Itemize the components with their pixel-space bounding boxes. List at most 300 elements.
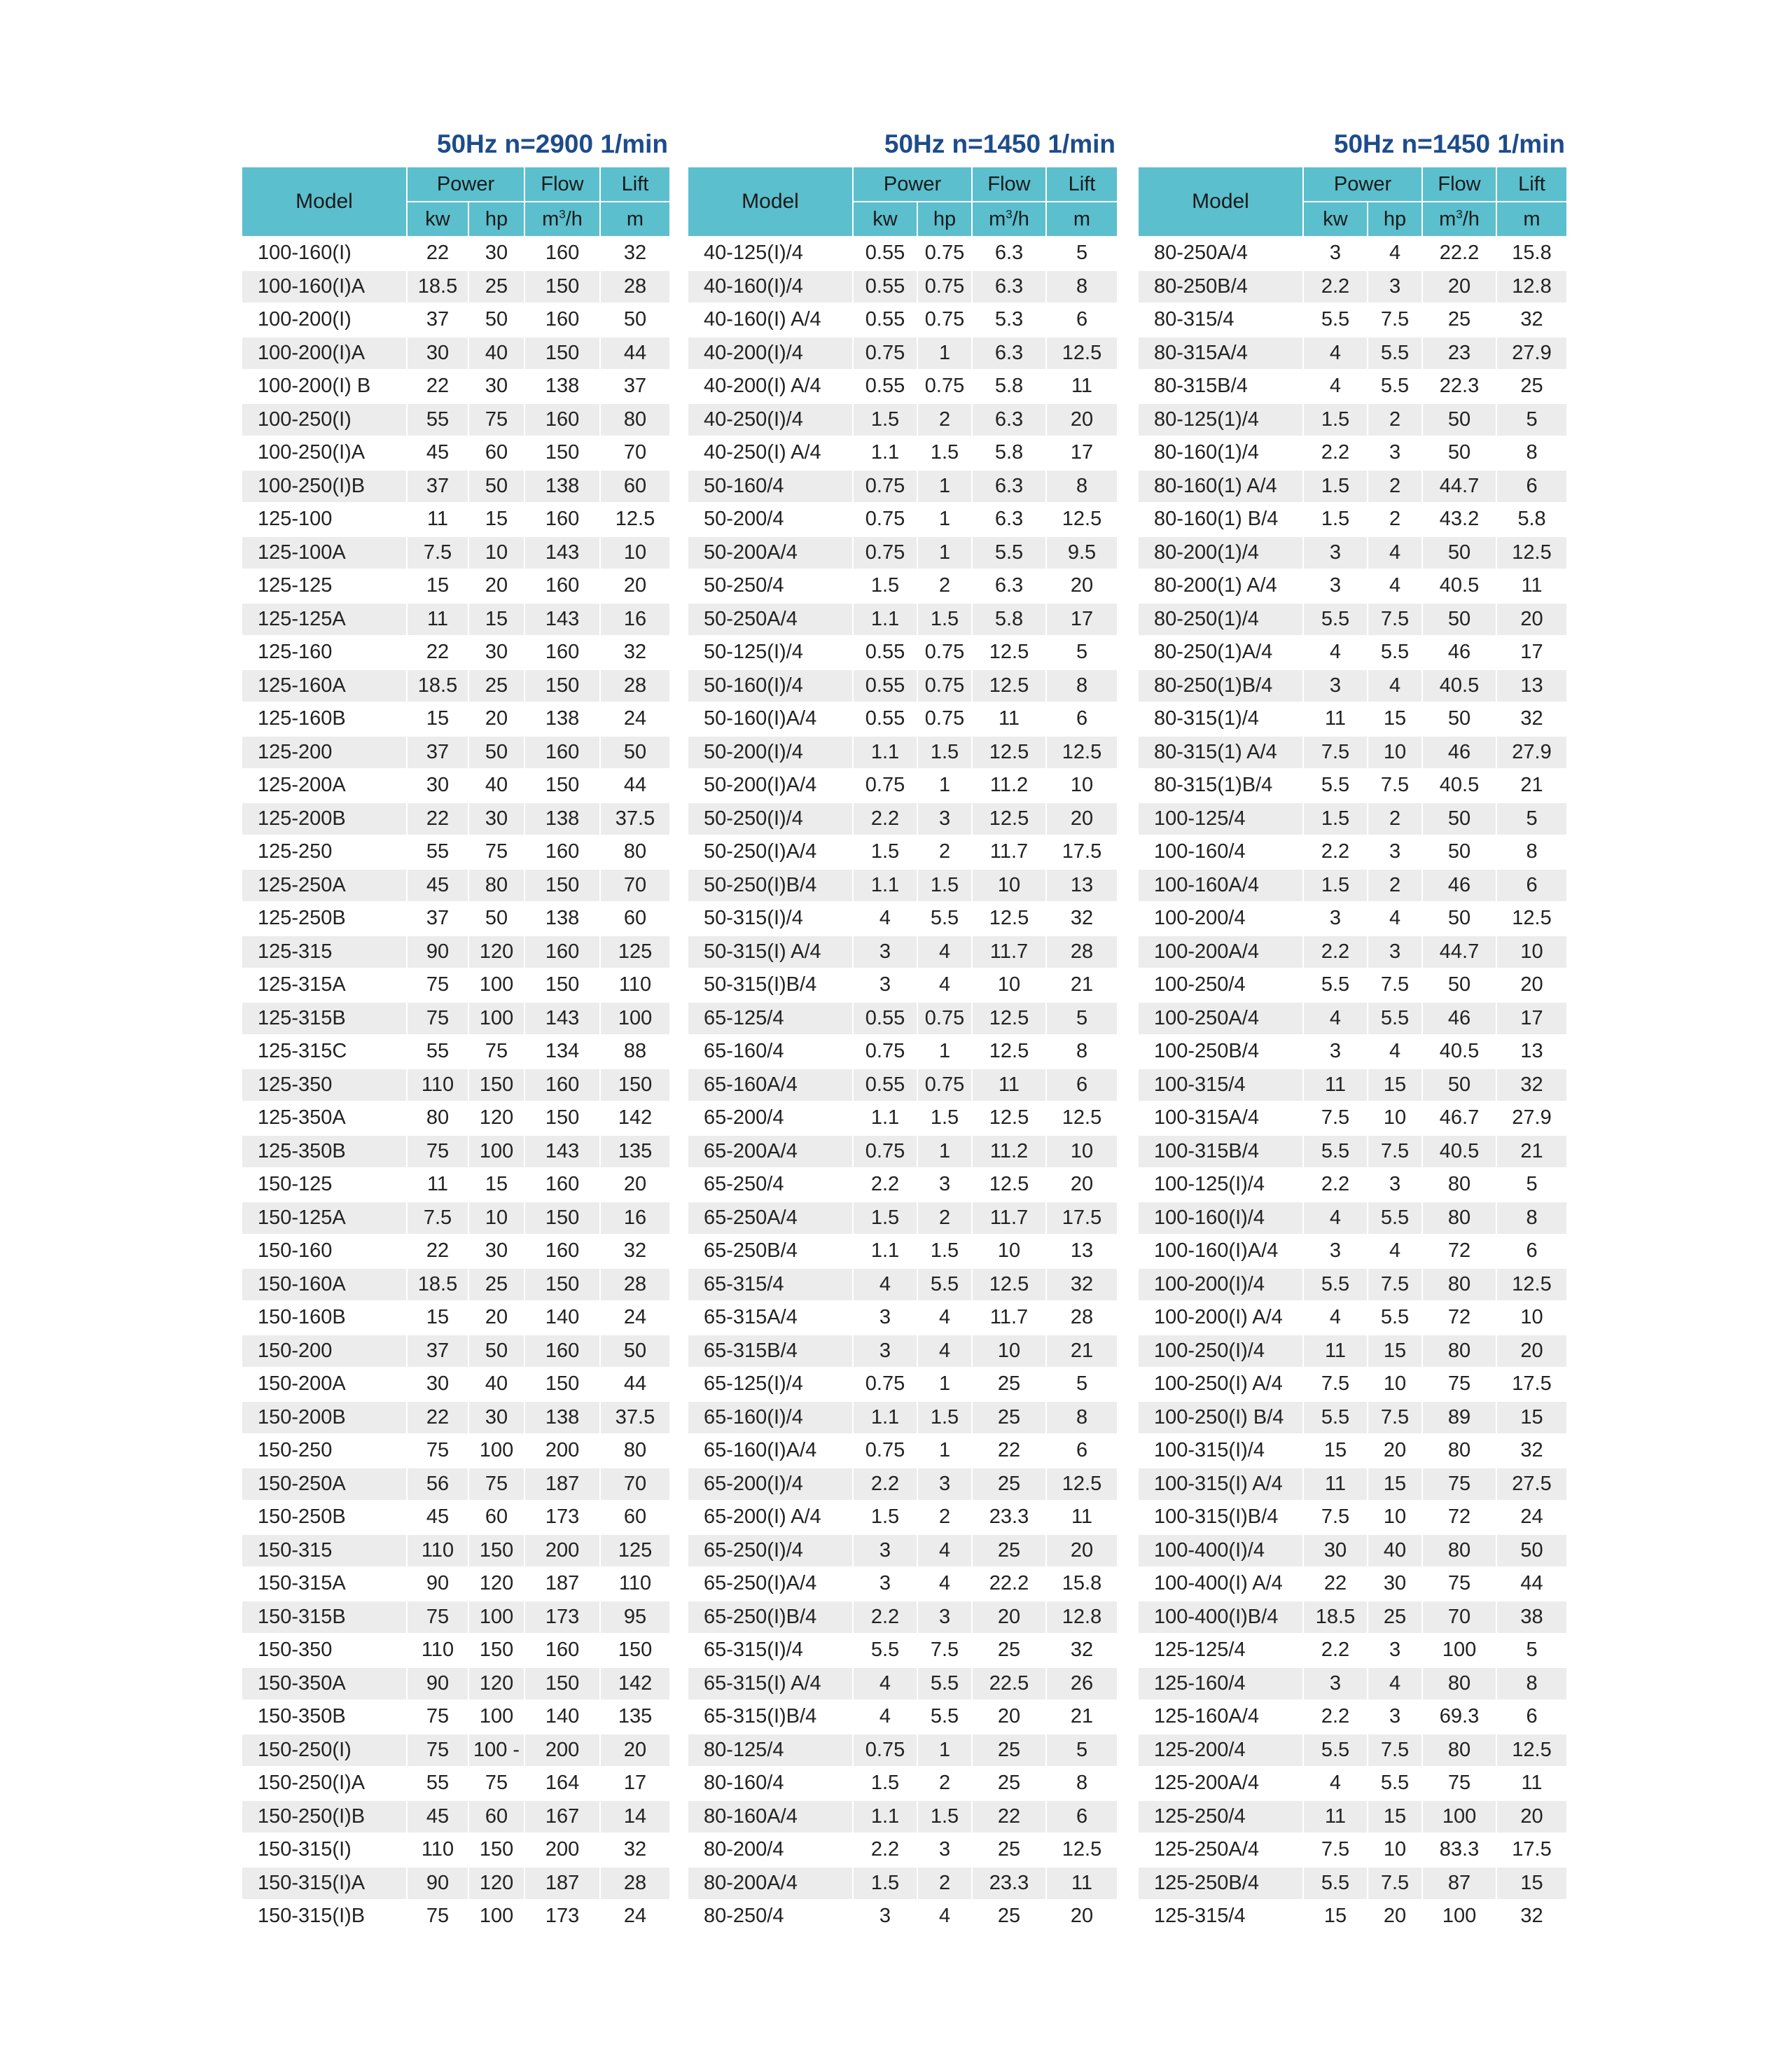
cell-flow: 80 xyxy=(1422,1268,1496,1302)
cell-hp: 15 xyxy=(1368,1335,1422,1368)
cell-flow: 143 xyxy=(524,536,600,570)
table-row xyxy=(1138,569,1567,603)
table-row xyxy=(242,936,670,969)
cell-kw: 75 xyxy=(407,1135,468,1169)
table-row xyxy=(1138,1434,1567,1468)
cell-model: 65-160A/4 xyxy=(688,1069,853,1102)
cell-model: 65-250/4 xyxy=(688,1168,853,1202)
cell-model: 40-160(I)/4 xyxy=(688,270,853,304)
table-row xyxy=(1138,1202,1567,1235)
cell-kw: 3 xyxy=(853,1900,917,1933)
cell-model: 100-250B/4 xyxy=(1138,1035,1303,1069)
cell-model: 125-160/4 xyxy=(1138,1667,1303,1701)
cell-kw: 3 xyxy=(853,968,917,1002)
cell-kw: 37 xyxy=(407,470,468,503)
cell-lift: 8 xyxy=(1046,270,1118,304)
cell-model: 125-160 xyxy=(242,636,407,669)
cell-model: 150-125A xyxy=(242,1202,407,1235)
table-row xyxy=(1138,1534,1567,1568)
cell-lift: 50 xyxy=(600,1335,670,1368)
cell-flow: 167 xyxy=(524,1800,600,1834)
cell-hp: 1.5 xyxy=(917,436,972,470)
cell-hp: 1.5 xyxy=(917,1800,972,1834)
cell-flow: 40.5 xyxy=(1422,769,1496,802)
cell-flow: 138 xyxy=(524,802,600,836)
table-row xyxy=(1138,1867,1567,1900)
table-row xyxy=(688,702,1118,736)
header-unit-kw: kw xyxy=(407,202,468,237)
cell-hp: 20 xyxy=(468,569,524,603)
cell-lift: 32 xyxy=(1496,1069,1567,1102)
table-row xyxy=(1138,1900,1567,1933)
cell-kw: 5.5 xyxy=(1303,1268,1368,1302)
cell-lift: 70 xyxy=(600,436,670,470)
cell-lift: 17.5 xyxy=(1496,1368,1567,1401)
table-row xyxy=(242,1401,670,1435)
cell-model: 80-125/4 xyxy=(688,1734,853,1767)
cell-model: 80-250A/4 xyxy=(1138,237,1303,270)
cell-flow: 100 xyxy=(1422,1900,1496,1933)
cell-flow: 25 xyxy=(972,1833,1046,1867)
cell-kw: 1.1 xyxy=(853,1235,917,1268)
cell-hp: 15 xyxy=(1368,1468,1422,1501)
cell-kw: 30 xyxy=(407,769,468,802)
cell-flow: 6.3 xyxy=(972,403,1046,437)
cell-kw: 90 xyxy=(407,936,468,969)
table-row xyxy=(1138,1168,1567,1202)
cell-hp: 4 xyxy=(917,1567,972,1601)
cell-flow: 40.5 xyxy=(1422,569,1496,603)
cell-model: 65-315A/4 xyxy=(688,1301,853,1335)
cell-flow: 20 xyxy=(972,1601,1046,1634)
cell-kw: 0.55 xyxy=(853,702,917,736)
cell-model: 40-250(I) A/4 xyxy=(688,436,853,470)
table-row xyxy=(688,1634,1118,1667)
cell-lift: 27.5 xyxy=(1496,1468,1567,1501)
cell-hp: 7.5 xyxy=(1368,1867,1422,1900)
table-row xyxy=(688,303,1118,337)
cell-hp: 4 xyxy=(917,1335,972,1368)
cell-lift: 6 xyxy=(1046,1434,1118,1468)
cell-lift: 12.8 xyxy=(1496,270,1567,304)
cell-kw: 110 xyxy=(407,1069,468,1102)
cell-model: 50-200(I)/4 xyxy=(688,736,853,770)
cell-flow: 25 xyxy=(972,1767,1046,1800)
cell-flow: 50 xyxy=(1422,968,1496,1002)
cell-hp: 100 xyxy=(468,1135,524,1169)
cell-model: 80-250(1)B/4 xyxy=(1138,669,1303,703)
cell-lift: 12.8 xyxy=(1046,1601,1118,1634)
cell-lift: 6 xyxy=(1496,1235,1567,1268)
pump-spec-table xyxy=(1137,166,1568,1934)
cell-model: 125-100 xyxy=(242,503,407,536)
cell-kw: 3 xyxy=(1303,237,1368,270)
cell-hp: 30 xyxy=(468,237,524,270)
cell-lift: 13 xyxy=(1046,869,1118,903)
cell-lift: 6 xyxy=(1046,702,1118,736)
cell-kw: 7.5 xyxy=(1303,736,1368,770)
cell-hp: 75 xyxy=(468,1468,524,1501)
cell-flow: 89 xyxy=(1422,1401,1496,1435)
cell-lift: 20 xyxy=(1496,603,1567,637)
cell-kw: 3 xyxy=(1303,536,1368,570)
cell-lift: 27.9 xyxy=(1496,337,1567,370)
cell-flow: 50 xyxy=(1422,403,1496,437)
table-row xyxy=(1138,1700,1567,1734)
cell-kw: 11 xyxy=(407,603,468,637)
cell-lift: 21 xyxy=(1046,1335,1118,1368)
cell-flow: 6.3 xyxy=(972,503,1046,536)
cell-hp: 1.5 xyxy=(917,603,972,637)
cell-flow: 160 xyxy=(524,1069,600,1102)
cell-flow: 160 xyxy=(524,1235,600,1268)
cell-model: 80-125(1)/4 xyxy=(1138,403,1303,437)
cell-hp: 25 xyxy=(468,669,524,703)
cell-lift: 20 xyxy=(600,1734,670,1767)
cell-lift: 21 xyxy=(1046,968,1118,1002)
cell-model: 100-250A/4 xyxy=(1138,1002,1303,1036)
cell-model: 100-160(I)A/4 xyxy=(1138,1235,1303,1268)
cell-hp: 40 xyxy=(468,1368,524,1401)
cell-model: 150-200B xyxy=(242,1401,407,1435)
cell-hp: 7.5 xyxy=(1368,1401,1422,1435)
cell-model: 125-350 xyxy=(242,1069,407,1102)
cell-kw: 37 xyxy=(407,303,468,337)
cell-hp: 150 xyxy=(468,1634,524,1667)
cell-model: 40-125(I)/4 xyxy=(688,237,853,270)
cell-hp: 7.5 xyxy=(1368,1734,1422,1767)
cell-model: 150-315A xyxy=(242,1567,407,1601)
table-row xyxy=(688,1268,1118,1302)
cell-model: 50-200/4 xyxy=(688,503,853,536)
cell-kw: 56 xyxy=(407,1468,468,1501)
cell-hp: 5.5 xyxy=(1368,636,1422,669)
cell-flow: 46 xyxy=(1422,869,1496,903)
flow-unit-sup: 3 xyxy=(1456,207,1463,221)
cell-hp: 3 xyxy=(1368,1700,1422,1734)
cell-kw: 45 xyxy=(407,869,468,903)
table-row xyxy=(1138,1101,1567,1135)
table-row xyxy=(688,769,1118,802)
cell-model: 100-160(I)/4 xyxy=(1138,1202,1303,1235)
table-row xyxy=(688,1135,1118,1169)
cell-hp: 1.5 xyxy=(917,1235,972,1268)
cell-hp: 50 xyxy=(468,303,524,337)
cell-flow: 6.3 xyxy=(972,237,1046,270)
table-row xyxy=(242,1700,670,1734)
table-row xyxy=(242,1301,670,1335)
table-row xyxy=(688,536,1118,570)
table-row xyxy=(688,802,1118,836)
cell-lift: 12.5 xyxy=(1496,902,1567,936)
cell-kw: 5.5 xyxy=(1303,1734,1368,1767)
cell-hp: 40 xyxy=(468,337,524,370)
cell-lift: 27.9 xyxy=(1496,1101,1567,1135)
cell-flow: 11.2 xyxy=(972,1135,1046,1169)
cell-kw: 4 xyxy=(1303,1202,1368,1235)
spec-table-block-3 xyxy=(1137,127,1566,1934)
cell-kw: 4 xyxy=(1303,337,1368,370)
cell-flow: 25 xyxy=(972,1734,1046,1767)
cell-flow: 46 xyxy=(1422,1002,1496,1036)
cell-hp: 50 xyxy=(468,470,524,503)
table-row xyxy=(688,1567,1118,1601)
header-flow: Flow xyxy=(524,167,600,202)
cell-kw: 0.75 xyxy=(853,470,917,503)
cell-hp: 75 xyxy=(468,1035,524,1069)
cell-lift: 10 xyxy=(1046,1135,1118,1169)
table-row xyxy=(688,1867,1118,1900)
table-row xyxy=(688,1833,1118,1867)
cell-flow: 40.5 xyxy=(1422,1135,1496,1169)
table-row xyxy=(688,936,1118,969)
cell-kw: 0.75 xyxy=(853,1434,917,1468)
cell-lift: 60 xyxy=(600,470,670,503)
cell-lift: 32 xyxy=(1046,1634,1118,1667)
cell-kw: 22 xyxy=(407,237,468,270)
cell-hp: 20 xyxy=(468,702,524,736)
cell-hp: 60 xyxy=(468,436,524,470)
cell-model: 150-350B xyxy=(242,1700,407,1734)
table-row xyxy=(242,237,670,270)
cell-flow: 12.5 xyxy=(972,1268,1046,1302)
cell-model: 100-160(I)A xyxy=(242,270,407,304)
cell-flow: 10 xyxy=(972,1235,1046,1268)
cell-lift: 12.5 xyxy=(1046,1468,1118,1501)
cell-model: 125-350B xyxy=(242,1135,407,1169)
cell-model: 80-315(1)/4 xyxy=(1138,702,1303,736)
cell-hp: 4 xyxy=(917,1534,972,1568)
cell-hp: 25 xyxy=(1368,1601,1422,1634)
cell-hp: 1 xyxy=(917,470,972,503)
table-row xyxy=(688,1734,1118,1767)
cell-model: 40-200(I)/4 xyxy=(688,337,853,370)
cell-flow: 75 xyxy=(1422,1767,1496,1800)
cell-hp: 100 - xyxy=(468,1734,524,1767)
header-model: Model xyxy=(1138,167,1303,237)
cell-flow: 138 xyxy=(524,702,600,736)
cell-flow: 22.5 xyxy=(972,1667,1046,1701)
table-row xyxy=(242,1833,670,1867)
cell-model: 150-250 xyxy=(242,1434,407,1468)
cell-hp: 2 xyxy=(917,1202,972,1235)
cell-model: 125-250B xyxy=(242,902,407,936)
cell-hp: 15 xyxy=(1368,702,1422,736)
cell-flow: 138 xyxy=(524,1401,600,1435)
cell-hp: 2 xyxy=(917,1867,972,1900)
cell-kw: 4 xyxy=(1303,636,1368,669)
cell-lift: 8 xyxy=(1046,1035,1118,1069)
cell-model: 150-315 xyxy=(242,1534,407,1568)
cell-hp: 5.5 xyxy=(1368,1767,1422,1800)
cell-flow: 22.3 xyxy=(1422,370,1496,403)
table-row xyxy=(1138,869,1567,903)
cell-kw: 55 xyxy=(407,835,468,869)
flow-unit-base: m xyxy=(542,207,559,230)
cell-lift: 8 xyxy=(1046,470,1118,503)
cell-flow: 50 xyxy=(1422,603,1496,637)
cell-flow: 160 xyxy=(524,403,600,437)
cell-lift: 12.5 xyxy=(1046,337,1118,370)
table-row xyxy=(242,303,670,337)
cell-lift: 135 xyxy=(600,1135,670,1169)
cell-lift: 5 xyxy=(1046,1734,1118,1767)
pump-spec-table xyxy=(687,166,1118,1934)
table-row xyxy=(688,1368,1118,1401)
table-row xyxy=(242,1002,670,1036)
cell-lift: 88 xyxy=(600,1035,670,1069)
header-unit-hp: hp xyxy=(1368,202,1422,237)
cell-kw: 0.55 xyxy=(853,303,917,337)
table-row xyxy=(688,1767,1118,1800)
cell-flow: 72 xyxy=(1422,1235,1496,1268)
cell-lift: 70 xyxy=(600,1468,670,1501)
cell-lift: 15 xyxy=(1496,1401,1567,1435)
cell-lift: 17 xyxy=(600,1767,670,1800)
cell-kw: 3 xyxy=(853,1301,917,1335)
cell-lift: 37.5 xyxy=(600,1401,670,1435)
cell-model: 65-315B/4 xyxy=(688,1335,853,1368)
cell-lift: 21 xyxy=(1046,1700,1118,1734)
table-row xyxy=(242,1534,670,1568)
cell-flow: 173 xyxy=(524,1601,600,1634)
table-row xyxy=(242,403,670,437)
cell-model: 125-200A xyxy=(242,769,407,802)
cell-kw: 110 xyxy=(407,1534,468,1568)
cell-kw: 3 xyxy=(853,1335,917,1368)
header-flow: Flow xyxy=(1422,167,1496,202)
header-unit-lift: m xyxy=(1496,202,1567,237)
cell-flow: 50 xyxy=(1422,802,1496,836)
table-row xyxy=(688,1601,1118,1634)
cell-kw: 37 xyxy=(407,736,468,770)
table-row xyxy=(1138,736,1567,770)
table-row xyxy=(242,1900,670,1933)
table-row xyxy=(242,1335,670,1368)
cell-kw: 3 xyxy=(853,1567,917,1601)
table-row xyxy=(1138,1833,1567,1867)
cell-hp: 0.75 xyxy=(917,1069,972,1102)
table-row xyxy=(688,1301,1118,1335)
cell-kw: 0.55 xyxy=(853,237,917,270)
table-row xyxy=(1138,1301,1567,1335)
cell-model: 100-250/4 xyxy=(1138,968,1303,1002)
cell-hp: 100 xyxy=(468,1002,524,1036)
cell-model: 100-315/4 xyxy=(1138,1069,1303,1102)
cell-model: 125-350A xyxy=(242,1101,407,1135)
cell-hp: 150 xyxy=(468,1833,524,1867)
cell-lift: 44 xyxy=(600,1368,670,1401)
table-row xyxy=(1138,1667,1567,1701)
cell-kw: 110 xyxy=(407,1833,468,1867)
table-row xyxy=(1138,403,1567,437)
cell-lift: 32 xyxy=(600,1833,670,1867)
cell-hp: 0.75 xyxy=(917,303,972,337)
cell-hp: 2 xyxy=(917,1501,972,1534)
cell-kw: 45 xyxy=(407,436,468,470)
cell-model: 150-315(I)B xyxy=(242,1900,407,1933)
cell-model: 150-250(I)A xyxy=(242,1767,407,1800)
cell-model: 65-250(I)B/4 xyxy=(688,1601,853,1634)
cell-lift: 17 xyxy=(1046,436,1118,470)
cell-flow: 46 xyxy=(1422,636,1496,669)
cell-lift: 13 xyxy=(1496,1035,1567,1069)
cell-kw: 1.5 xyxy=(853,1867,917,1900)
table-row xyxy=(1138,1069,1567,1102)
cell-hp: 100 xyxy=(468,1434,524,1468)
cell-lift: 9.5 xyxy=(1046,536,1118,570)
table-row xyxy=(1138,237,1567,270)
cell-kw: 75 xyxy=(407,1002,468,1036)
cell-lift: 32 xyxy=(1496,303,1567,337)
cell-hp: 30 xyxy=(468,802,524,836)
cell-flow: 140 xyxy=(524,1301,600,1335)
cell-model: 100-250(I) A/4 xyxy=(1138,1368,1303,1401)
cell-kw: 4 xyxy=(853,1667,917,1701)
cell-lift: 20 xyxy=(1046,1534,1118,1568)
cell-flow: 25 xyxy=(972,1900,1046,1933)
table-row xyxy=(688,1002,1118,1036)
cell-flow: 80 xyxy=(1422,1434,1496,1468)
cell-lift: 50 xyxy=(600,736,670,770)
cell-kw: 0.75 xyxy=(853,503,917,536)
cell-model: 50-250/4 xyxy=(688,569,853,603)
cell-hp: 3 xyxy=(1368,835,1422,869)
cell-kw: 1.5 xyxy=(853,1202,917,1235)
cell-hp: 7.5 xyxy=(1368,603,1422,637)
cell-kw: 3 xyxy=(1303,569,1368,603)
cell-hp: 10 xyxy=(468,536,524,570)
table-row xyxy=(1138,337,1567,370)
cell-hp: 100 xyxy=(468,968,524,1002)
cell-flow: 22.2 xyxy=(972,1567,1046,1601)
cell-hp: 50 xyxy=(468,1335,524,1368)
cell-kw: 75 xyxy=(407,1434,468,1468)
cell-kw: 0.75 xyxy=(853,1734,917,1767)
cell-kw: 15 xyxy=(407,1301,468,1335)
table-row xyxy=(1138,1135,1567,1169)
cell-kw: 18.5 xyxy=(1303,1601,1368,1634)
cell-flow: 187 xyxy=(524,1567,600,1601)
cell-flow: 72 xyxy=(1422,1501,1496,1534)
cell-flow: 12.5 xyxy=(972,1035,1046,1069)
header-power: Power xyxy=(853,167,972,202)
cell-lift: 32 xyxy=(1496,1900,1567,1933)
cell-model: 65-200A/4 xyxy=(688,1135,853,1169)
cell-lift: 13 xyxy=(1046,1235,1118,1268)
cell-model: 150-160B xyxy=(242,1301,407,1335)
cell-kw: 0.75 xyxy=(853,536,917,570)
cell-flow: 200 xyxy=(524,1434,600,1468)
table-row xyxy=(242,1069,670,1102)
cell-hp: 0.75 xyxy=(917,237,972,270)
cell-hp: 4 xyxy=(917,936,972,969)
cell-flow: 187 xyxy=(524,1867,600,1900)
cell-model: 100-250(I)/4 xyxy=(1138,1335,1303,1368)
table-row xyxy=(242,1634,670,1667)
table-row xyxy=(242,769,670,802)
table-row xyxy=(242,636,670,669)
table-row xyxy=(1138,769,1567,802)
cell-flow: 150 xyxy=(524,1368,600,1401)
cell-flow: 11 xyxy=(972,1069,1046,1102)
cell-model: 125-315A xyxy=(242,968,407,1002)
cell-flow: 11 xyxy=(972,702,1046,736)
cell-kw: 2.2 xyxy=(1303,270,1368,304)
cell-model: 80-200(1)/4 xyxy=(1138,536,1303,570)
cell-hp: 40 xyxy=(1368,1534,1422,1568)
table-row xyxy=(242,902,670,936)
